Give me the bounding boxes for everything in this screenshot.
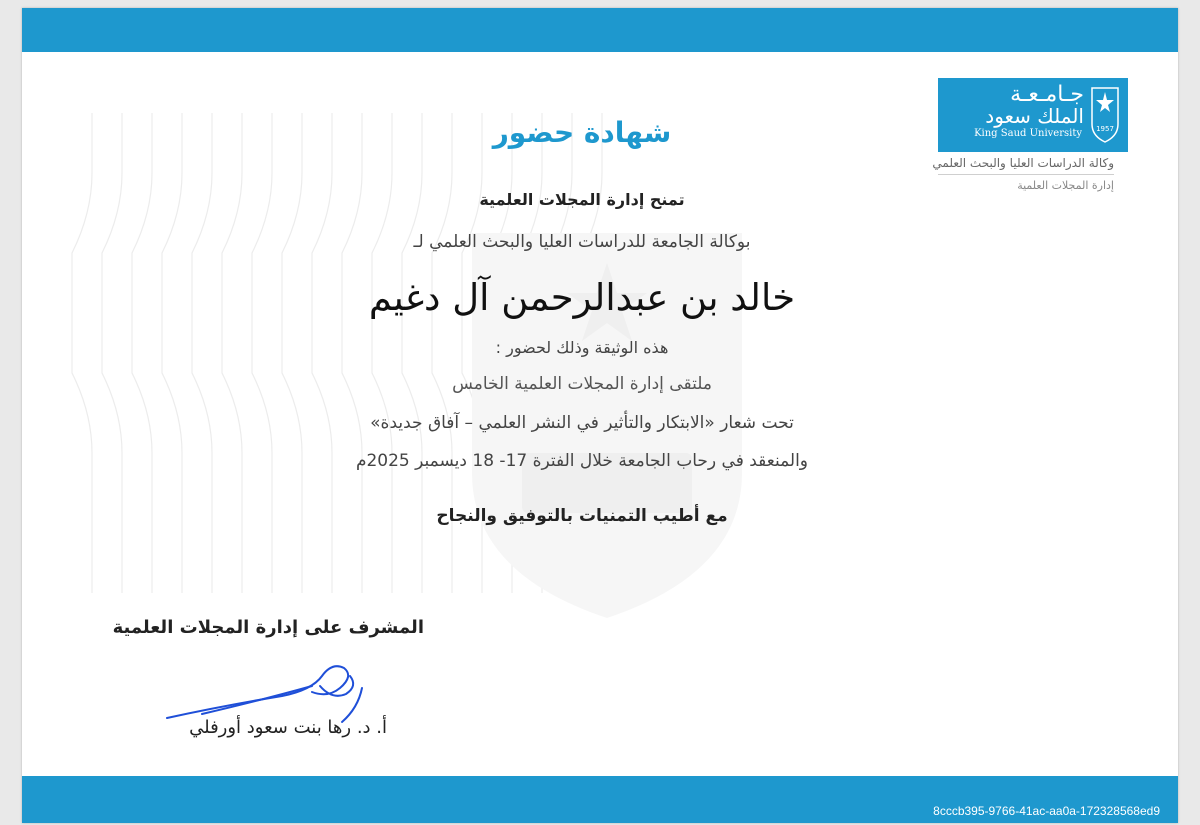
grant-line: تمنح إدارة المجلات العلمية (479, 190, 685, 209)
logo-english-name: King Saud University (974, 128, 1082, 139)
supervisor-name: أ. د. رها بنت سعود أورفلي (189, 717, 387, 738)
agency-line: بوكالة الجامعة للدراسات العليا والبحث العلمي لـ (413, 232, 751, 252)
logo-arabic-top: جـامـعـة (1010, 82, 1084, 107)
logo-subtitle-agency: وكالة الدراسات العليا والبحث العلمي (932, 156, 1114, 170)
emblem-icon (1090, 86, 1120, 144)
slogan-line: تحت شعار «الابتكار والتأثير في النشر العلمي – آفاق جديدة» (370, 413, 794, 433)
top-blue-band (22, 8, 1178, 52)
certificate-serial: 8cccb395-9766-41ac-aa0a-172328568ed9 (933, 804, 1160, 818)
logo-year: 1957 (1096, 125, 1114, 133)
venue-line: والمنعقد في رحاب الجامعة خلال الفترة 17- 18 ديسمبر 2025م (355, 451, 809, 471)
certificate-title: شهادة حضور (492, 116, 672, 149)
recipient-name: خالد بن عبدالرحمن آل دغيم (368, 276, 796, 319)
logo-subtitle-department: إدارة المجلات العلمية (1017, 179, 1114, 192)
signature-drawing (162, 656, 382, 726)
document-line: هذه الوثيقة وذلك لحضور : (495, 338, 669, 357)
forum-line: ملتقى إدارة المجلات العلمية الخامس (452, 374, 712, 394)
supervisor-title: المشرف على إدارة المجلات العلمية (112, 617, 424, 638)
university-logo (938, 78, 1128, 152)
certificate-page (22, 8, 1178, 823)
logo-divider (938, 174, 1114, 175)
logo-arabic-bottom: الملك سعود (985, 104, 1084, 128)
wishes-line: مع أطيب التمنيات بالتوفيق والنجاح (436, 506, 728, 526)
